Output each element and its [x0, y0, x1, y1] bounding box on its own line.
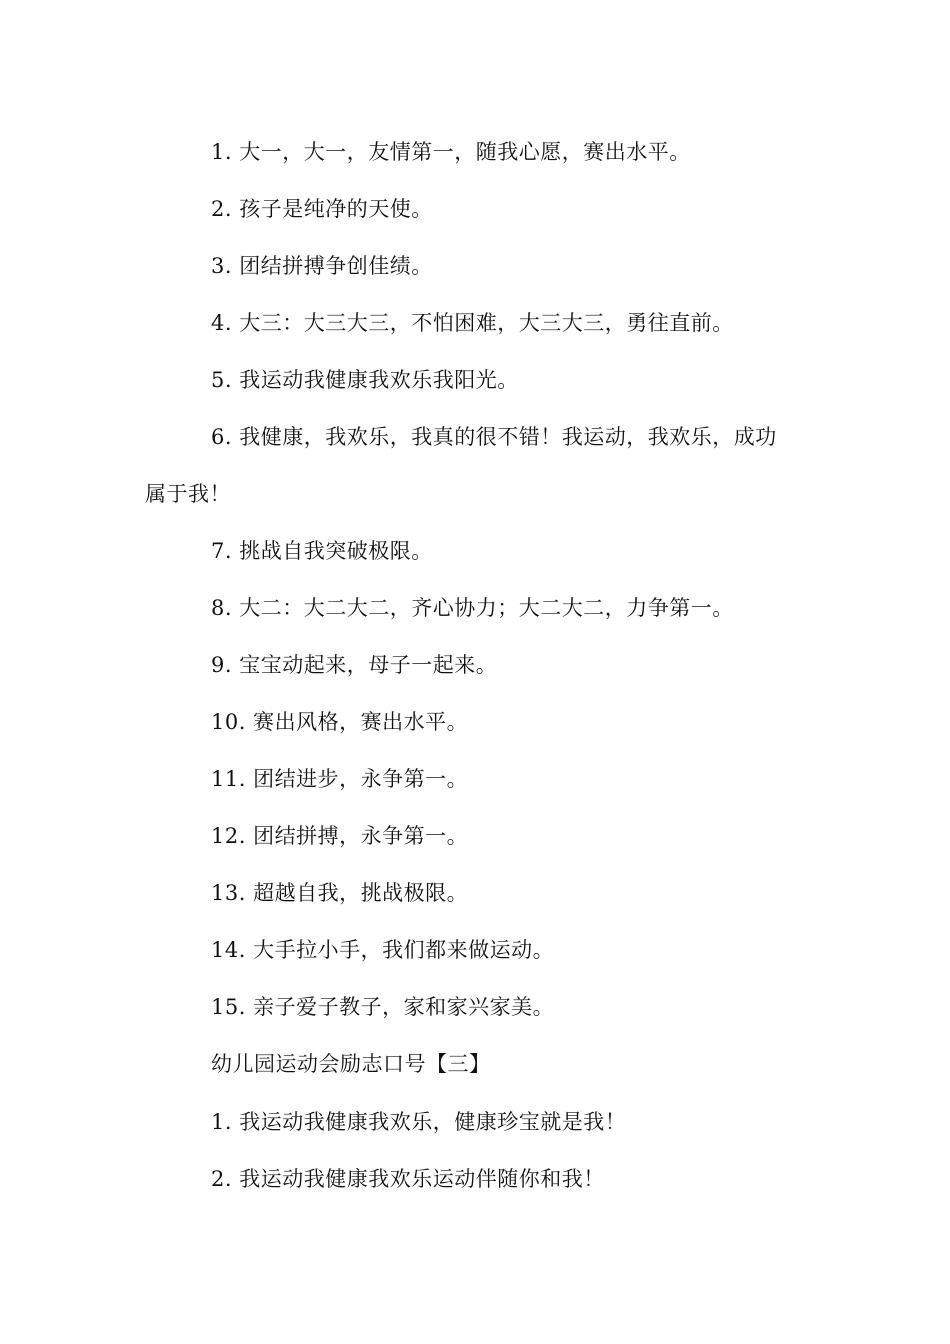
slogan-line-3: 3. 团结拼搏争创佳绩。 [211, 254, 433, 278]
slogan-line-15: 15. 亲子爱子教子，家和家兴家美。 [211, 995, 555, 1019]
slogan-line-13: 13. 超越自我，挑战极限。 [211, 881, 469, 905]
slogan-line-8: 8. 大二：大二大二，齐心协力；大二大二，力争第一。 [211, 596, 734, 620]
slogan-line-6-continued: 属于我！ [145, 482, 231, 506]
slogan-line-11: 11. 团结进步，永争第一。 [211, 767, 469, 791]
slogan-line-2: 2. 孩子是纯净的天使。 [211, 197, 433, 221]
slogan-line-12: 12. 团结拼搏，永争第一。 [211, 824, 469, 848]
slogan-b-line-1: 1. 我运动我健康我欢乐，健康珍宝就是我！ [211, 1110, 627, 1134]
slogan-line-14: 14. 大手拉小手，我们都来做运动。 [211, 938, 555, 962]
slogan-line-4: 4. 大三：大三大三，不怕困难，大三大三，勇往直前。 [211, 311, 734, 335]
section-heading: 幼儿园运动会励志口号【三】 [211, 1052, 491, 1076]
slogan-line-10: 10. 赛出风格，赛出水平。 [211, 710, 469, 734]
slogan-line-5: 5. 我运动我健康我欢乐我阳光。 [211, 368, 519, 392]
slogan-line-9: 9. 宝宝动起来，母子一起来。 [211, 653, 498, 677]
slogan-line-1: 1. 大一，大一，友情第一，随我心愿，赛出水平。 [211, 140, 691, 164]
slogan-b-line-2: 2. 我运动我健康我欢乐运动伴随你和我！ [211, 1167, 605, 1191]
slogan-line-7: 7. 挑战自我突破极限。 [211, 539, 433, 563]
slogan-line-6: 6. 我健康，我欢乐，我真的很不错！我运动，我欢乐，成功 [211, 425, 777, 449]
